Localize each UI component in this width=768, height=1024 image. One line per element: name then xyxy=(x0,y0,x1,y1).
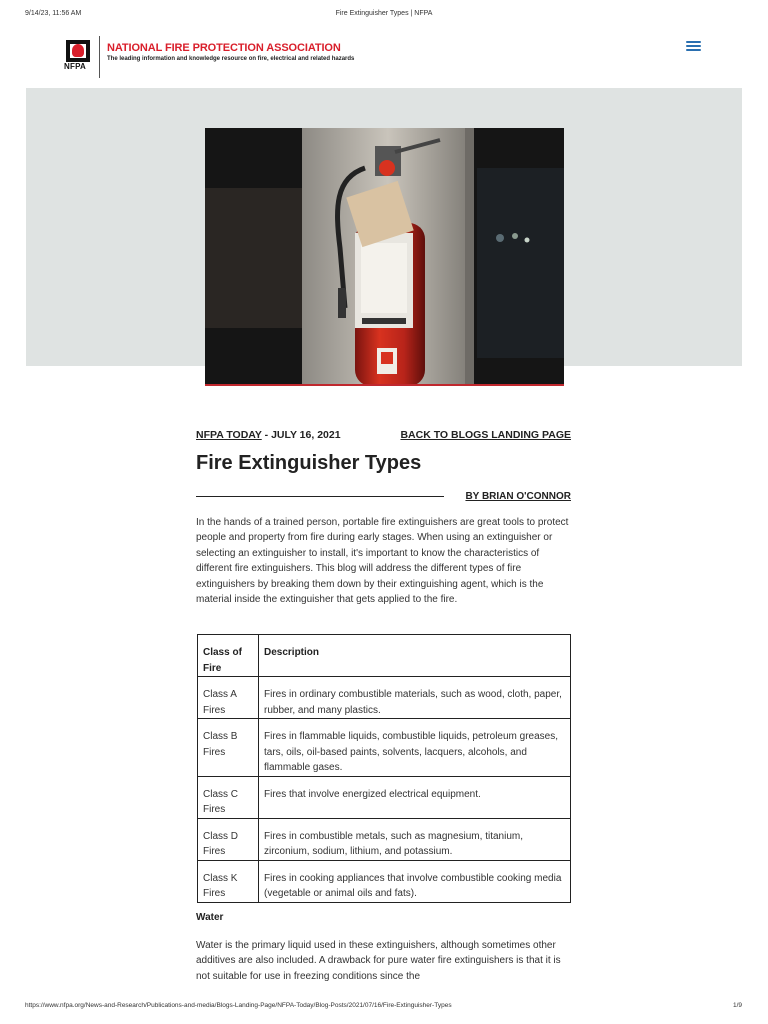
table-header-row xyxy=(198,635,571,677)
site-header xyxy=(0,34,768,80)
description-cell: Fires that involve energized electrical equipment. xyxy=(259,776,571,818)
description-cell: Fires in combustible metals, such as magnesium, titanium, zirconium, sodium, lithium, and potassium. xyxy=(259,818,571,860)
header-class: Class of Fire xyxy=(198,635,259,677)
table-row xyxy=(198,818,571,860)
table-row xyxy=(198,719,571,777)
article-meta xyxy=(196,429,571,443)
print-page-title: Fire Extinguisher Types | NFPA xyxy=(335,10,433,17)
print-header xyxy=(0,10,768,22)
org-name: NATIONAL FIRE PROTECTION ASSOCIATION xyxy=(107,42,341,54)
blog-link[interactable]: NFPA TODAY xyxy=(196,429,262,441)
hamburger-icon[interactable] xyxy=(686,40,702,54)
class-cell: Class A Fires xyxy=(198,677,259,719)
water-paragraph: Water is the primary liquid used in these extinguishers, although sometimes other additives are also included. A drawback for pure water fire extinguishers is that it is not suitable for use in freezing conditions since the xyxy=(196,940,561,982)
print-datetime: 9/14/23, 11:56 AM xyxy=(25,10,82,17)
article-date: - JULY 16, 2021 xyxy=(261,429,341,441)
table-row xyxy=(198,776,571,818)
fire-classes-table xyxy=(197,634,571,903)
print-url: https://www.nfpa.org/News-and-Research/Publications-and-media/Blogs-Landing-Page/NFPA-Today/Blog-Posts/2021/07/16/Fire-Extinguisher-Types xyxy=(25,1002,452,1009)
water-heading: Water xyxy=(196,912,224,923)
title-divider xyxy=(196,496,444,497)
class-cell: Class C Fires xyxy=(198,776,259,818)
class-cell: Class D Fires xyxy=(198,818,259,860)
nfpa-logo[interactable] xyxy=(64,40,96,72)
description-cell: Fires in ordinary combustible materials, such as wood, cloth, paper, rubber, and many plastics. xyxy=(259,677,571,719)
org-tagline: The leading information and knowledge resource on fire, electrical and related hazards xyxy=(107,56,355,62)
author-link[interactable]: BY BRIAN O'CONNOR xyxy=(465,491,571,502)
byline xyxy=(465,491,571,502)
header-description: Description xyxy=(259,635,571,677)
table-row xyxy=(198,860,571,902)
table-row xyxy=(198,677,571,719)
intro-paragraph: In the hands of a trained person, portable fire extinguishers are great tools to protect people and property from fire during early stages. When using an extinguisher or selecting an extinguisher to install, it's important to know the characteristics of different fire extinguishers. This blog will address the different types of fire extinguishers by breaking them down by their extinguishing agent, which is the material inside the extinguisher that gets applied to the fire. xyxy=(196,517,569,606)
description-cell: Fires in flammable liquids, combustible liquids, petroleum greases, tars, oils, oil-based paints, solvents, lacquers, alcohols, and flammable gases. xyxy=(259,719,571,777)
back-to-blogs-link[interactable]: BACK TO BLOGS LANDING PAGE xyxy=(400,429,571,441)
description-cell: Fires in cooking appliances that involve combustible cooking media (vegetable or animal oils and fats). xyxy=(259,860,571,902)
logo-wordmark: NFPA xyxy=(64,62,86,71)
fire-extinguisher-photo xyxy=(205,128,564,386)
article-title: Fire Extinguisher Types xyxy=(196,452,422,474)
print-page-number: 1/9 xyxy=(732,1002,742,1009)
blog-meta xyxy=(196,429,341,441)
print-footer xyxy=(0,1002,768,1014)
logo-divider xyxy=(99,36,100,78)
class-cell: Class K Fires xyxy=(198,860,259,902)
flame-icon xyxy=(72,44,84,57)
class-cell: Class B Fires xyxy=(198,719,259,777)
